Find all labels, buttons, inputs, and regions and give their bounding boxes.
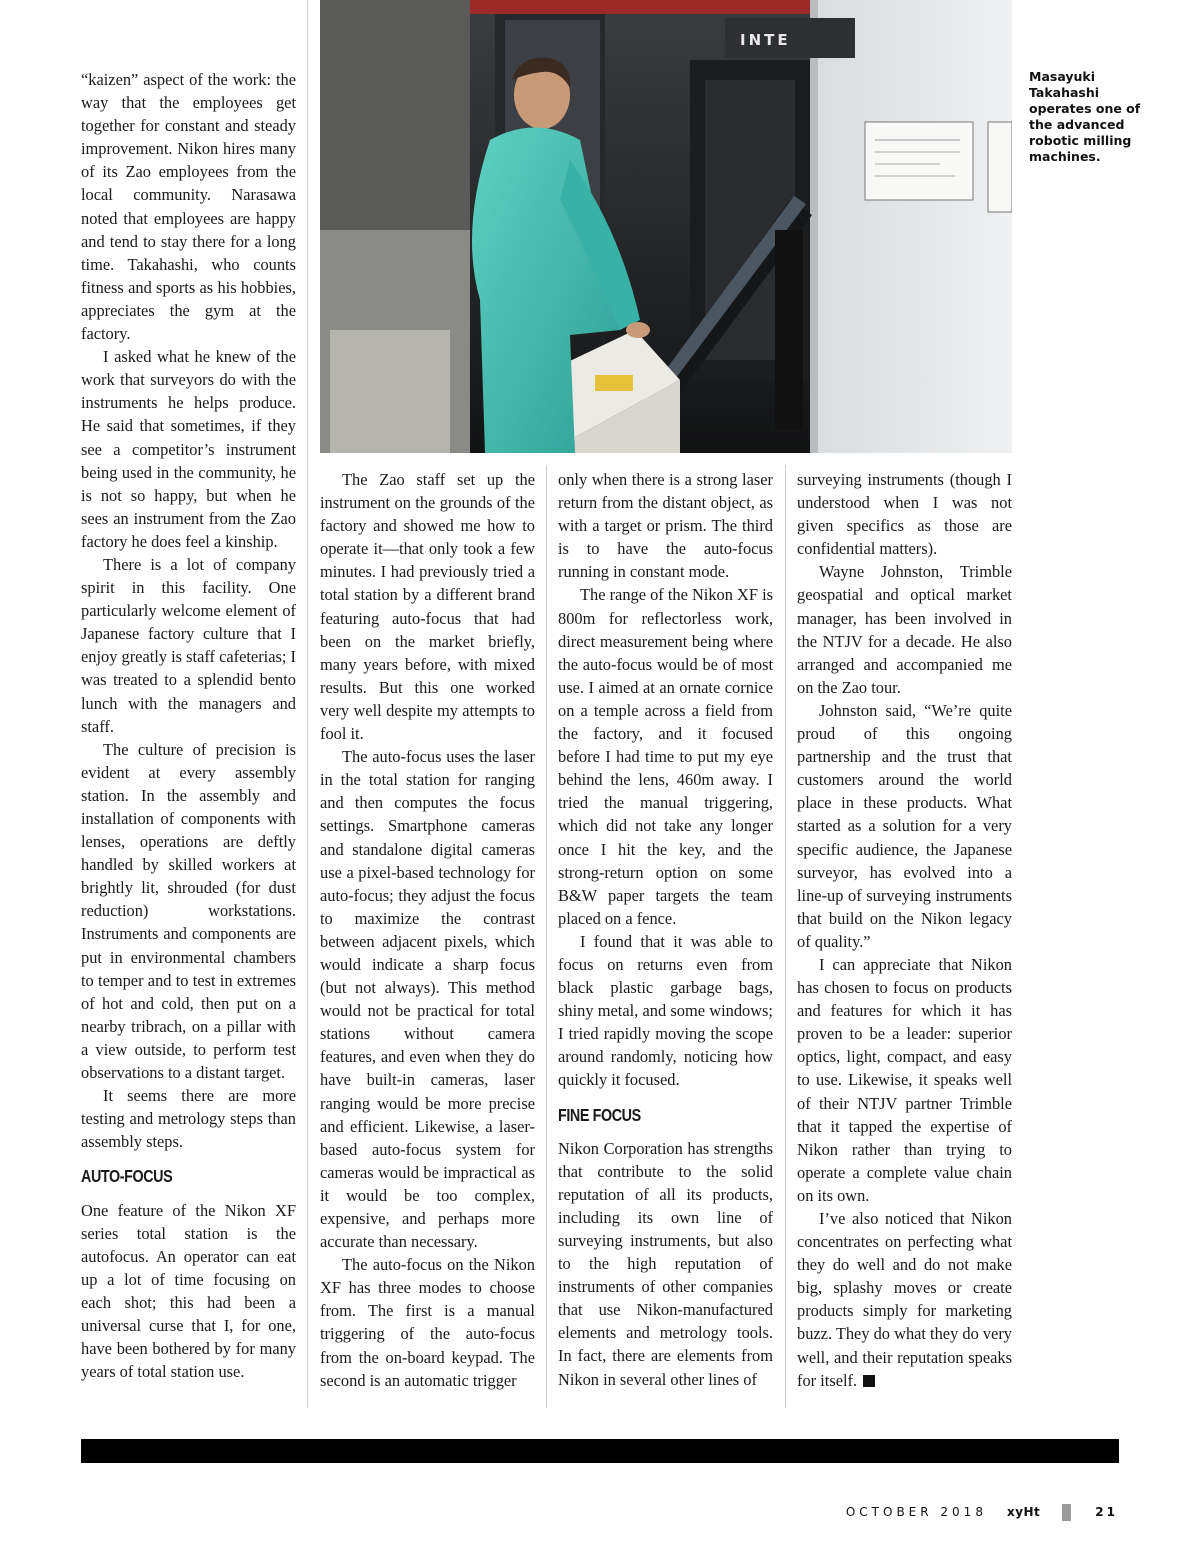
article-photo <box>320 0 1012 453</box>
paragraph: Nikon Corporation has strengths that contribute to the solid reputation of all its products, including its own line of surveying instruments, but also to the high reputation of instruments of other companies that use Nikon-manufactured elements and metrology tools. In fact, there are elements from Nikon in several other lines of <box>558 1138 773 1389</box>
paragraph: “kaizen” aspect of the work: the way that the employees get together for constant and steady improvement. Nikon hires many of its Zao employees from the local community. Narasawa noted that employees are happy and tend to stay there for a long time. Takahashi, who counts fitness and sports as his hobbies, appreciates the gym at the factory. <box>81 70 296 344</box>
photo-caption: Masayuki Takahashi operates one of the advanced robotic milling machines. <box>1029 69 1141 164</box>
paragraph: surveying instruments (though I understood when I was not given specifics as those are confidential matters). <box>797 470 1012 559</box>
paragraph: The Zao staff set up the instrument on the grounds of the factory and showed me how to operate it—that only took a few minutes. I had previously tried a total station by a different brand featuring auto-focus that had been on the market briefly, many years before, with mixed results. But this one worked very well despite my attempts to fool it. <box>320 470 535 744</box>
paragraph: The auto-focus on the Nikon XF has three modes to choose from. The first is a manual triggering of the auto-focus from the on-board keypad. The second is an automatic trigger <box>320 1255 535 1390</box>
paragraph: The auto-focus uses the laser in the total station for ranging and then computes the focus settings. Smartphone cameras and standalone digital cameras use a pixel-based technology for auto-focus; they adjust the focus to maximize the contrast between adjacent pixels, which would indicate a sharp focus (but not always). This method would not be practical for total stations without camera features, and even when they do have built-in cameras, laser ranging would be more precise and efficient. Likewise, a laser-based auto-focus system for cameras would be impractical as it would be too complex, expensive, and perhaps more accurate than necessary. <box>320 747 535 1252</box>
paragraph-text: I’ve also noticed that Nikon concentrates on perfecting what they do well and do not make big, splashy moves or create products simply for marketing buzz. They do what they do very well, and their reputation speaks for itself. <box>797 1209 1012 1390</box>
article-column-4 <box>797 468 1012 1392</box>
footer-tab-mark <box>1062 1504 1071 1521</box>
end-mark-icon <box>863 1375 875 1387</box>
article-column-3 <box>558 468 773 1391</box>
machine-sign-text: INTE <box>740 31 791 49</box>
section-heading-fine-focus: FINE FOCUS <box>558 1104 641 1125</box>
paragraph: The culture of precision is evident at every assembly station. In the assembly and installation of components with lenses, operations are deftly handled by skilled workers at brightly lit, shrouded (for dust reduction) workstations. Instruments and components are put in environmental chambers to temper and to test in extremes of hot and cold, then put on a nearby tribrach, on a pillar with a view outside, to perform test observations to a distant target. <box>81 739 296 1083</box>
page-number: 21 <box>1095 1505 1118 1519</box>
column-rule <box>785 465 786 1408</box>
paragraph: Wayne Johnston, Trimble geospatial and optical market manager, has been involved in the NTJV for a decade. He also arranged and accompanied me on the Zao tour. <box>797 562 1012 697</box>
issue-date: OCTOBER 2018 <box>845 1505 987 1519</box>
paragraph: I found that it was able to focus on returns even from black plastic garbage bags, shiny metal, and some windows; I tried rapidly moving the scope around randomly, noticing how quickly it focused. <box>558 931 773 1090</box>
paragraph: It seems there are more testing and metrology steps than assembly steps. <box>81 1086 296 1152</box>
footer-bar <box>81 1439 1119 1463</box>
paragraph: I can appreciate that Nikon has chosen to focus on products and features for which it has proven to be a leader: superior optics, light, compact, and easy to use. Likewise, it speaks well of their NTJV partner Trimble that it tapped the expertise of Nikon rather than trying to operate a complete value chain on its own. <box>797 954 1012 1205</box>
paragraph <box>797 1207 1012 1392</box>
magazine-name: xyHt <box>1006 1505 1041 1519</box>
column-rule <box>546 465 547 1408</box>
article-column-2 <box>320 468 535 1392</box>
paragraph: I asked what he knew of the work that surveyors do with the instruments he helps produce. He said that sometimes, if they see a competitor’s instrument being used in the community, he is not so happy, but when he sees an instrument from the Zao factory he does feel a kinship. <box>81 347 296 551</box>
section-heading-auto-focus: AUTO-FOCUS <box>81 1166 173 1187</box>
paragraph: The range of the Nikon XF is 800m for reflectorless work, direct measurement being where the auto-focus would be of most use. I aimed at an ornate cornice on a temple across a field from the factory, and it focused before I had time to put my eye behind the lens, 460m away. I tried the manual triggering, which did not take any longer once I hit the key, and the strong-return option on some B&W paper targets the team placed on a fence. <box>558 585 773 928</box>
paragraph: There is a lot of company spirit in this facility. One particularly welcome element of Japanese factory culture that I enjoy greatly is staff cafeterias; I was treated to a splendid bento lunch with the managers and staff. <box>81 554 296 736</box>
column-rule <box>307 0 308 1408</box>
page-footer <box>846 1502 1118 1522</box>
paragraph: only when there is a strong laser return from the distant object, as with a target or prism. The third is to have the auto-focus running in constant mode. <box>558 470 773 582</box>
paragraph: One feature of the Nikon XF series total station is the autofocus. An operator can eat up a lot of time focusing on each shot; this had been a universal curse that I, for one, have been bothered by for many years of total station use. <box>81 1200 296 1382</box>
paragraph: Johnston said, “We’re quite proud of this ongoing partnership and the trust that customers around the world place in these products. What started as a solution for a very specific audience, the Japanese surveyor, has evolved into a line-up of surveying instruments that build on the Nikon legacy of quality.” <box>797 700 1012 951</box>
article-column-1 <box>81 68 296 1383</box>
